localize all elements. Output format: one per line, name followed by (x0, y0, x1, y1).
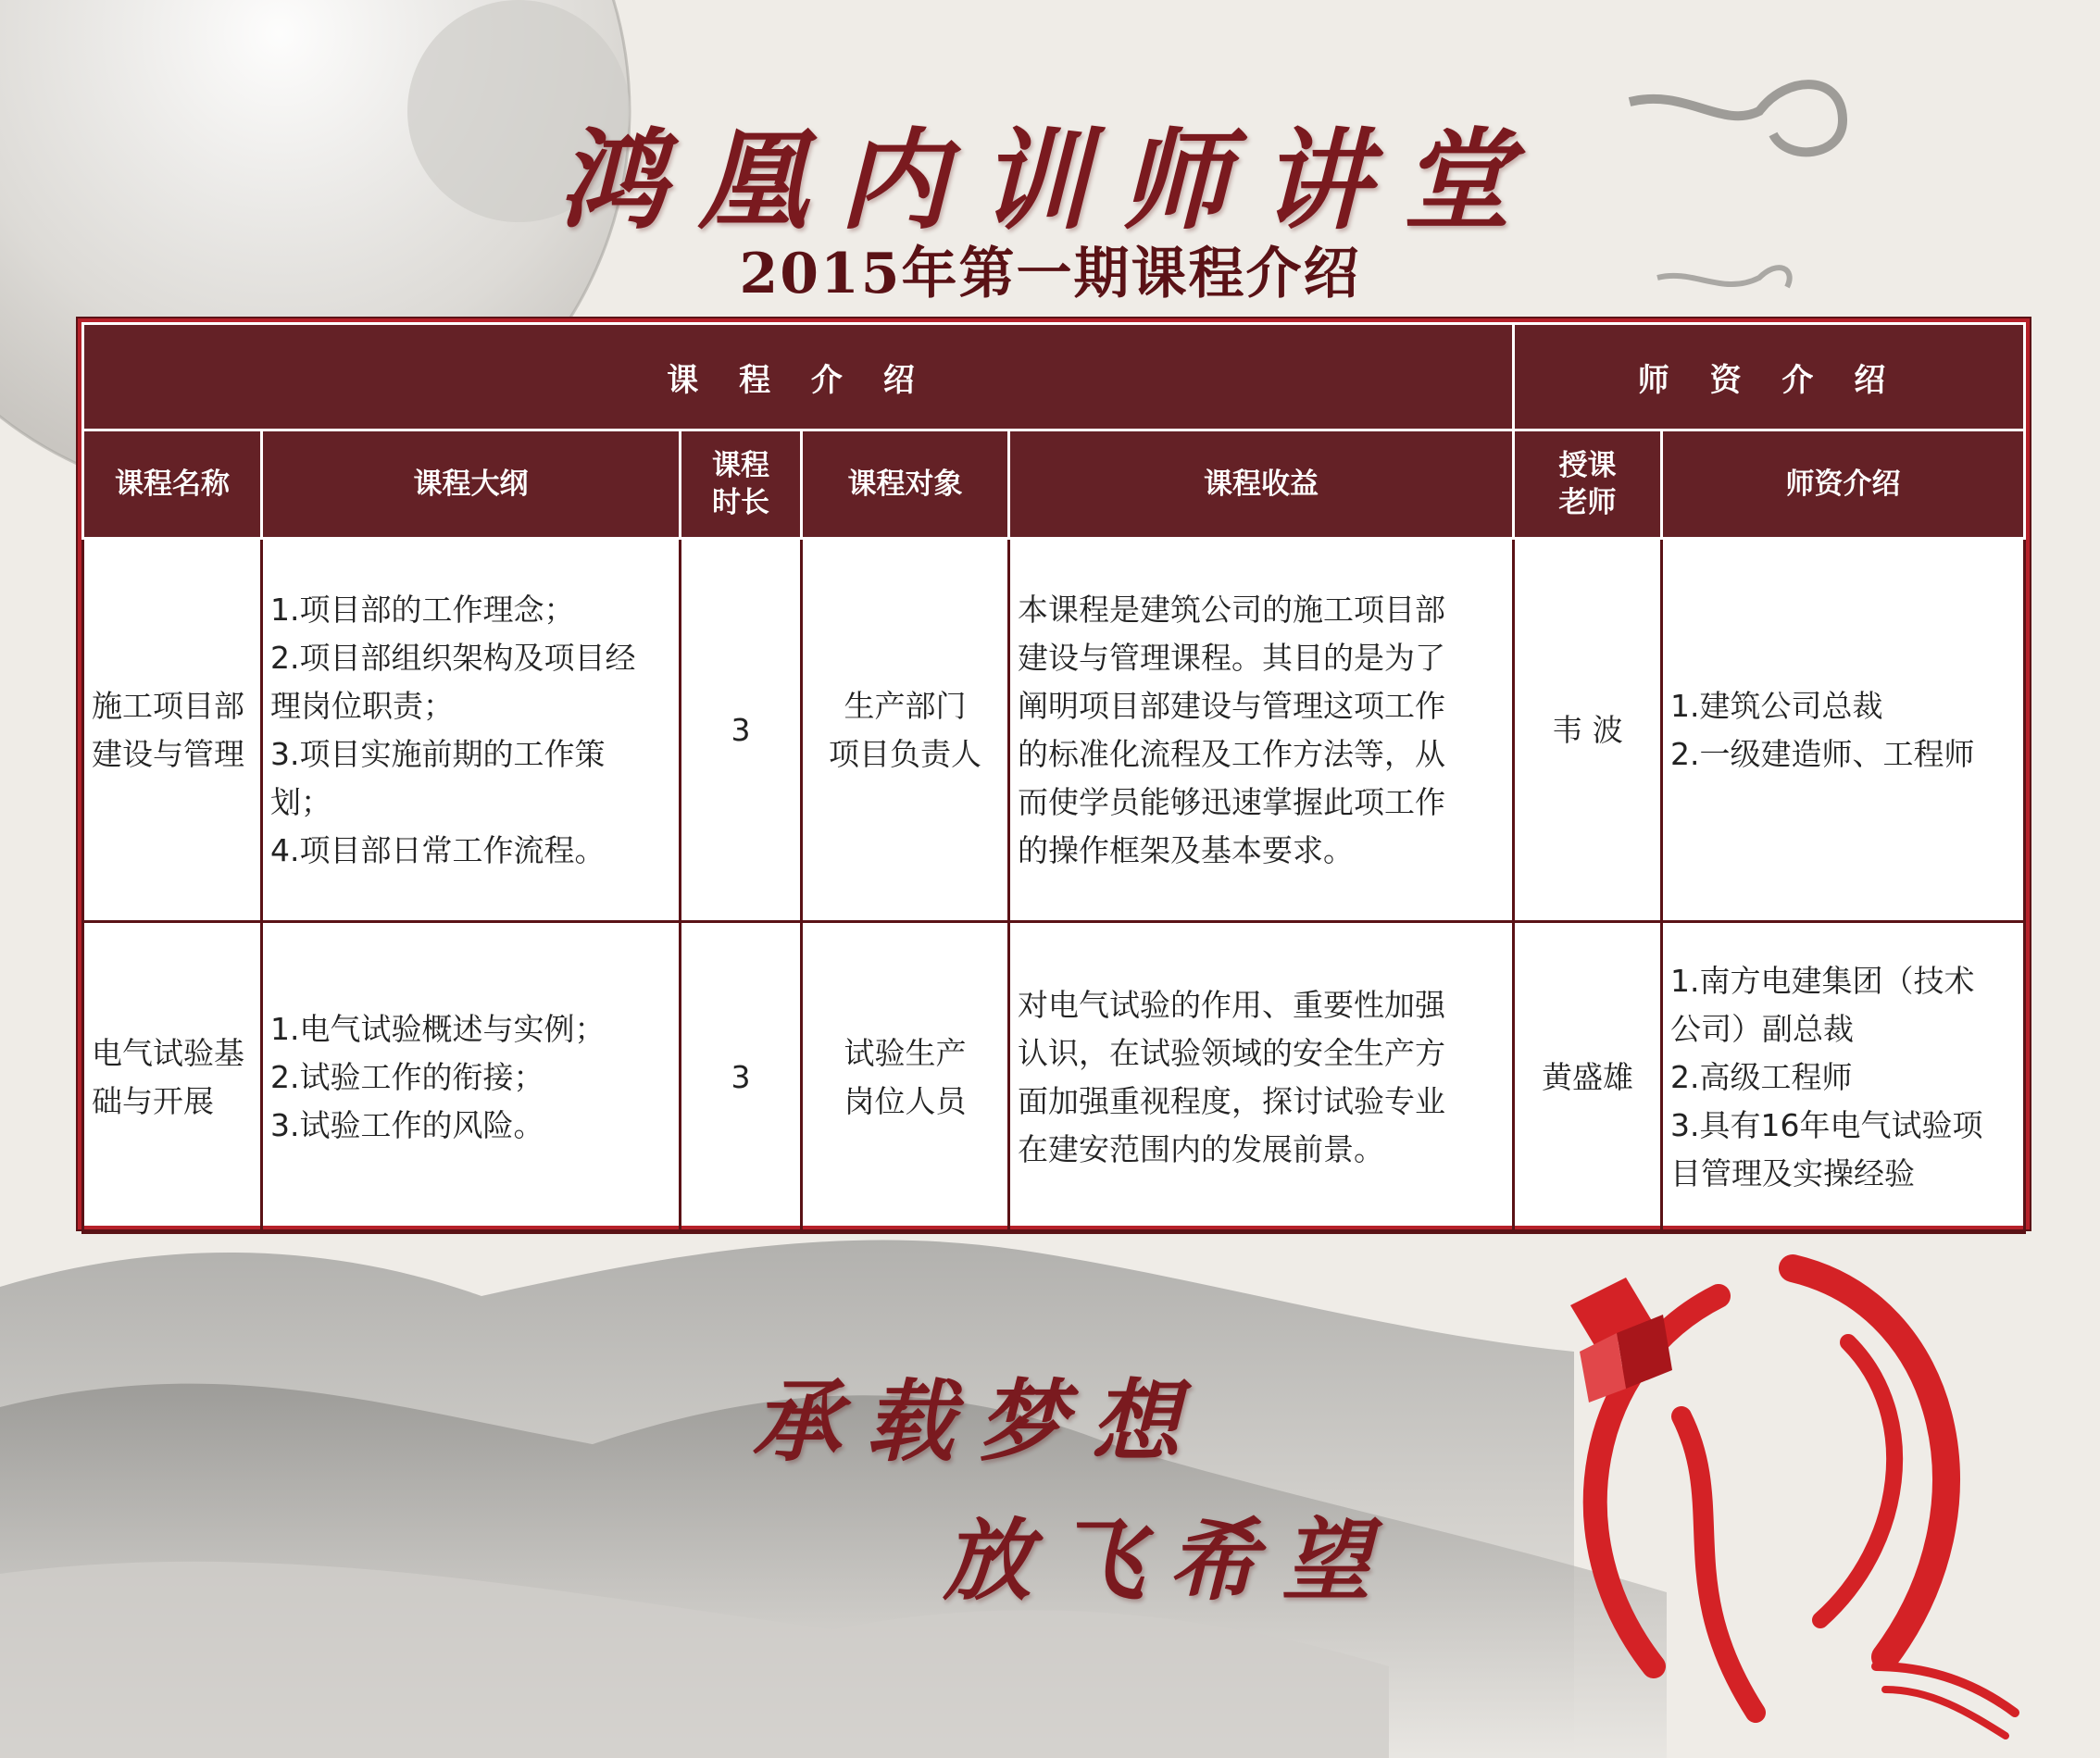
course-name-line: 施工项目部 (92, 687, 244, 724)
course-benefit-line: 建设与管理课程。其目的是为了 (1018, 639, 1445, 676)
teacher-name: 黄盛雄 (1514, 922, 1662, 1233)
course-outline-line: 3.项目实施前期的工作策 (270, 735, 606, 772)
group-header-teacher: 师 资 介 绍 (1514, 324, 2025, 430)
course-benefit-line: 的标准化流程及工作方法等，从 (1018, 735, 1445, 772)
course-name-line: 础与开展 (92, 1082, 214, 1119)
course-audience (802, 539, 1009, 922)
company-logo (1515, 1231, 2033, 1750)
page-title: 鸿凰内训师讲堂 (556, 116, 1543, 244)
course-duration: 3 (681, 539, 802, 922)
course-outline (262, 539, 681, 922)
teacher-name: 韦 波 (1514, 539, 1662, 922)
course-outline-line: 1.电气试验概述与实例； (270, 1010, 606, 1047)
course-table-frame (78, 318, 2030, 1229)
teacher-profile-line: 3.具有16年电气试验项 (1670, 1106, 1983, 1143)
column-header: 课程大纲 (262, 430, 681, 539)
course-benefit-line: 认识，在试验领域的安全生产方 (1018, 1034, 1445, 1071)
course-duration: 3 (681, 922, 802, 1233)
course-outline-line: 划； (270, 783, 331, 820)
course-name-line: 建设与管理 (92, 735, 244, 772)
teacher-profile-line: 1.南方电建集团（技术 (1670, 962, 1975, 999)
course-name (83, 539, 262, 922)
column-header (1514, 430, 1662, 539)
slogan-hope: 放飞希望 (943, 1508, 1394, 1613)
course-benefit-line: 在建安范围内的发展前景。 (1018, 1130, 1384, 1167)
column-header-row (83, 430, 2025, 539)
table-row (83, 539, 2025, 922)
teacher-profile (1662, 922, 2025, 1233)
course-outline-line: 4.项目部日常工作流程。 (270, 831, 606, 868)
course-outline-line: 2.项目部组织架构及项目经 (270, 639, 636, 676)
course-benefit (1009, 922, 1514, 1233)
course-outline-line: 理岗位职责； (270, 687, 454, 724)
course-table (81, 322, 2026, 1234)
column-header: 师资介绍 (1662, 430, 2025, 539)
course-benefit-line: 本课程是建筑公司的施工项目部 (1018, 591, 1445, 628)
course-outline-line: 2.试验工作的衔接； (270, 1058, 544, 1095)
course-audience-line: 试验生产 (844, 1034, 967, 1071)
course-outline-line: 1.项目部的工作理念； (270, 591, 575, 628)
column-header: 课程对象 (802, 430, 1009, 539)
course-benefit-line: 阐明项目部建设与管理这项工作 (1018, 687, 1445, 724)
course-benefit (1009, 539, 1514, 922)
column-header: 课程收益 (1009, 430, 1514, 539)
teacher-profile-line: 2.高级工程师 (1670, 1058, 1853, 1095)
column-header: 课程名称 (83, 430, 262, 539)
course-benefit-line: 面加强重视程度，探讨试验专业 (1018, 1082, 1445, 1119)
teacher-profile-line: 公司）副总裁 (1670, 1010, 1855, 1047)
course-benefit-line: 对电气试验的作用、重要性加强 (1018, 986, 1445, 1023)
column-header-line: 授课 (1558, 449, 1617, 482)
course-audience-line: 岗位人员 (844, 1082, 967, 1119)
table-row (83, 922, 2025, 1233)
course-audience-line: 项目负责人 (829, 735, 981, 772)
teacher-profile-line: 2.一级建造师、工程师 (1670, 735, 1975, 772)
course-outline-line: 3.试验工作的风险。 (270, 1106, 544, 1143)
column-header-line: 老师 (1558, 486, 1617, 519)
teacher-profile (1662, 539, 2025, 922)
teacher-profile-line: 目管理及实操经验 (1670, 1154, 1916, 1191)
course-audience (802, 922, 1009, 1233)
column-header-line: 时长 (712, 486, 769, 519)
course-name (83, 922, 262, 1233)
group-header-row (83, 324, 2025, 430)
column-header-line: 课程 (712, 449, 769, 482)
group-header-course: 课 程 介 绍 (83, 324, 1514, 430)
course-benefit-line: 的操作框架及基本要求。 (1018, 831, 1354, 868)
course-audience-line: 生产部门 (844, 687, 967, 724)
teacher-profile-line: 1.建筑公司总裁 (1670, 687, 1883, 724)
course-benefit-line: 而使学员能够迅速掌握此项工作 (1018, 783, 1445, 820)
column-header (681, 430, 802, 539)
course-outline (262, 922, 681, 1233)
slogan-dream: 承载梦想 (752, 1369, 1204, 1474)
course-name-line: 电气试验基 (92, 1034, 244, 1071)
page-subtitle: 2015年第一期课程介绍 (739, 242, 1361, 306)
